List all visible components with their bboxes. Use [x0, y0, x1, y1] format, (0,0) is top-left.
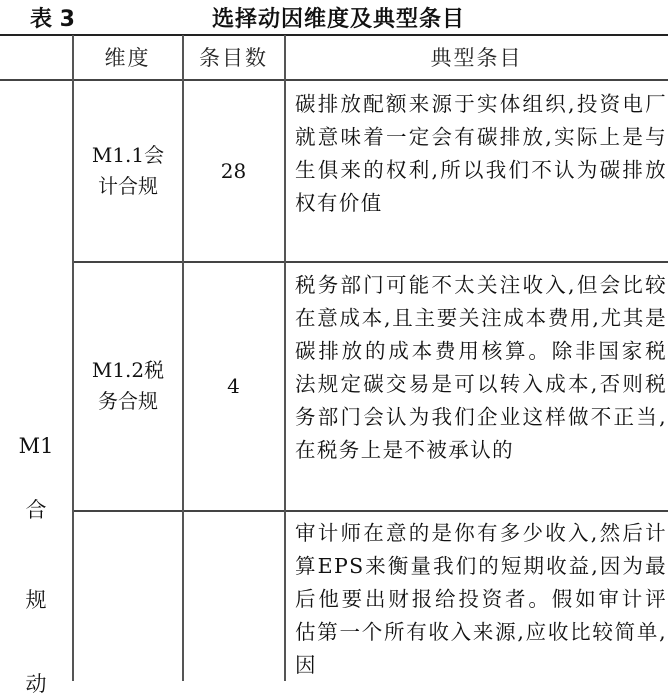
dimension-label: M1.2税务合规 [91, 358, 165, 413]
group-label-char: 合 [25, 498, 47, 522]
count-cell: 28 [220, 158, 247, 183]
typical-item-text: 税务部门可能不太关注收入,但会比较在意成本,且主要关注成本费用,尤其是碳排放的成本费用核算。除非国家税法规定碳交易是可以转入成本,否则税务部门会认为我们企业这样做不正当,在税务上是不被承认的 [295, 273, 667, 462]
dimension-cell [82, 80, 174, 261]
table-number: 表 3 [30, 7, 75, 32]
table-title: 选择动因维度及典型条目 [212, 7, 466, 32]
header-group [0, 36, 72, 79]
table-caption [0, 0, 668, 34]
dimension-label: M1.1会计合规 [91, 142, 165, 198]
header-dimension: 维度 [104, 45, 151, 70]
dimension-cell [82, 262, 174, 510]
count-cell: 4 [227, 374, 240, 398]
typical-item-text: 碳排放配额来源于实体组织,投资电厂就意味着一定会有碳排放,实际上是与生俱来的权利,所以我们不认为碳排放权有价值 [295, 92, 667, 215]
col-rule-3 [284, 35, 286, 681]
header-count: 条目数 [199, 45, 268, 70]
group-label-char: 规 [25, 588, 47, 612]
group-label-char: 动 [25, 672, 47, 696]
header-typical-items: 典型条目 [430, 45, 523, 70]
col-rule-1 [72, 35, 74, 681]
dimension-cell [82, 511, 174, 681]
typical-item-text: 审计师在意的是你有多少收入,然后计算EPS来衡量我们的短期收益,因为最后他要出财报给投资者。假如审计评估第一个所有收入来源,应收比较简单,因 [295, 521, 667, 677]
group-label-code: M1 [18, 434, 54, 458]
count-cell [183, 511, 284, 681]
